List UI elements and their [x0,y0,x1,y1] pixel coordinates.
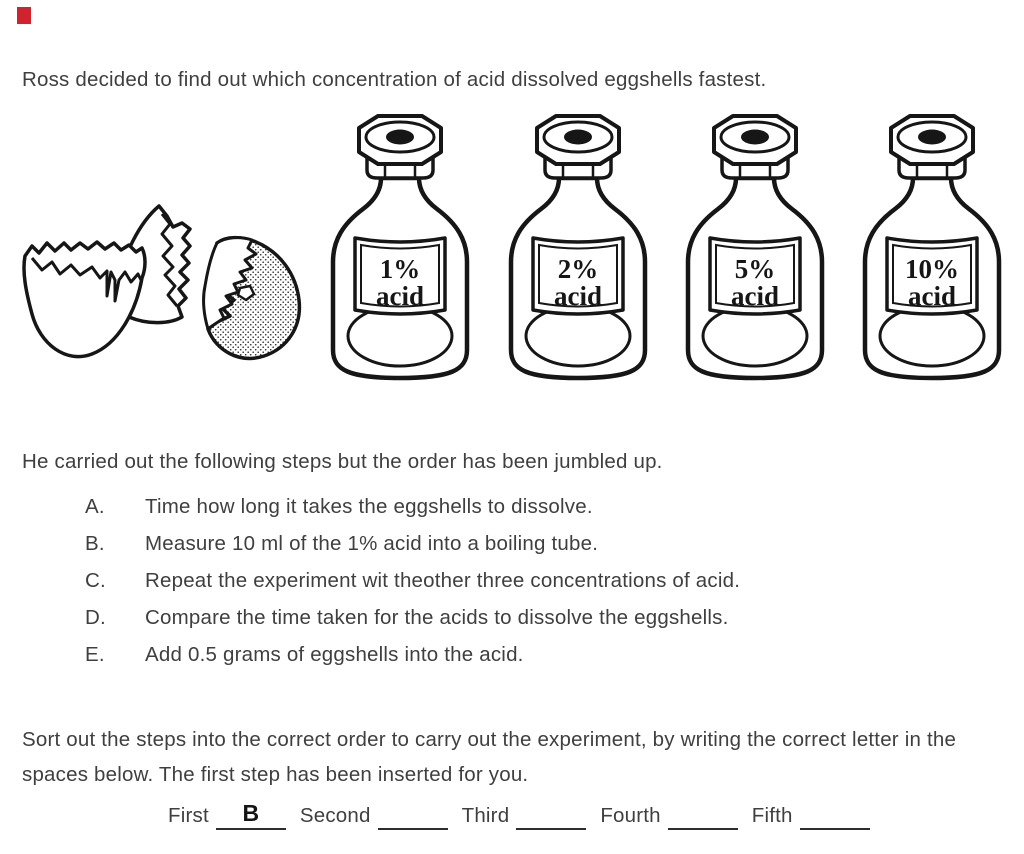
answer-label-fourth: Fourth [600,804,661,827]
answer-blank-fourth [668,800,738,830]
steps-list [0,494,1024,679]
answer-label-second: Second [299,804,371,827]
answer-blank-second [378,800,448,830]
step-text: Time how long it takes the eggshells to dissolve. [145,495,593,518]
answer-order-row [168,800,884,830]
step-text: Measure 10 ml of the 1% acid into a boiling tube. [145,532,599,555]
answer-label-third: Third [461,804,510,827]
answer-label-first: First [168,804,209,827]
bottle-cap-hole [564,130,592,145]
bottle-label-percent: 5% [734,254,776,284]
step-item [0,605,1024,642]
step-item [0,642,1024,679]
broken-eggshells-illustration [12,196,312,381]
acid-bottle-2 [503,112,653,388]
bottle-label-substance: acid [907,281,957,311]
answer-blank-fifth [800,800,870,830]
step-text: Add 0.5 grams of eggshells into the acid. [145,643,524,666]
intro-text: Ross decided to find out which concentration of acid dissolved eggshells fastest. [22,67,767,91]
step-item [0,531,1024,568]
bottle-label-percent: 2% [557,254,599,284]
sort-instruction [22,722,1002,792]
eggshell-left-piece [24,242,145,357]
step-letter: B. [85,532,105,555]
jumbled-steps-note: He carried out the following steps but the order has been jumbled up. [22,449,663,473]
bottle-label-percent: 10% [905,254,959,284]
answer-blank-first: B [216,800,286,830]
answer-label-fifth: Fifth [751,804,793,827]
acid-bottle-4 [857,112,1007,388]
step-letter: C. [85,569,106,592]
step-text: Compare the time taken for the acids to dissolve the eggshells. [145,606,729,629]
bottle-label-substance: acid [375,281,425,311]
step-letter: A. [85,495,105,518]
bottle-cap-hole [386,130,414,145]
bottle-cap-hole [918,130,946,145]
step-item [0,568,1024,605]
bottle-label-substance: acid [553,281,603,311]
answer-blank-third [516,800,586,830]
bottle-cap-hole [741,130,769,145]
bottle-label-substance: acid [730,281,780,311]
experiment-illustration [0,0,1024,420]
acid-bottle-1 [325,112,475,388]
step-letter: E. [85,643,105,666]
step-letter: D. [85,606,106,629]
sort-instruction-line2: spaces below. The first step has been inserted for you. [22,762,529,786]
step-text: Repeat the experiment wit theother three concentrations of acid. [145,569,741,592]
sort-instruction-line1: Sort out the steps into the correct order to carry out the experiment, by writing the correct letter in the [22,727,957,751]
step-item [0,494,1024,531]
acid-bottle-3 [680,112,830,388]
bottle-label-percent: 1% [379,254,421,284]
